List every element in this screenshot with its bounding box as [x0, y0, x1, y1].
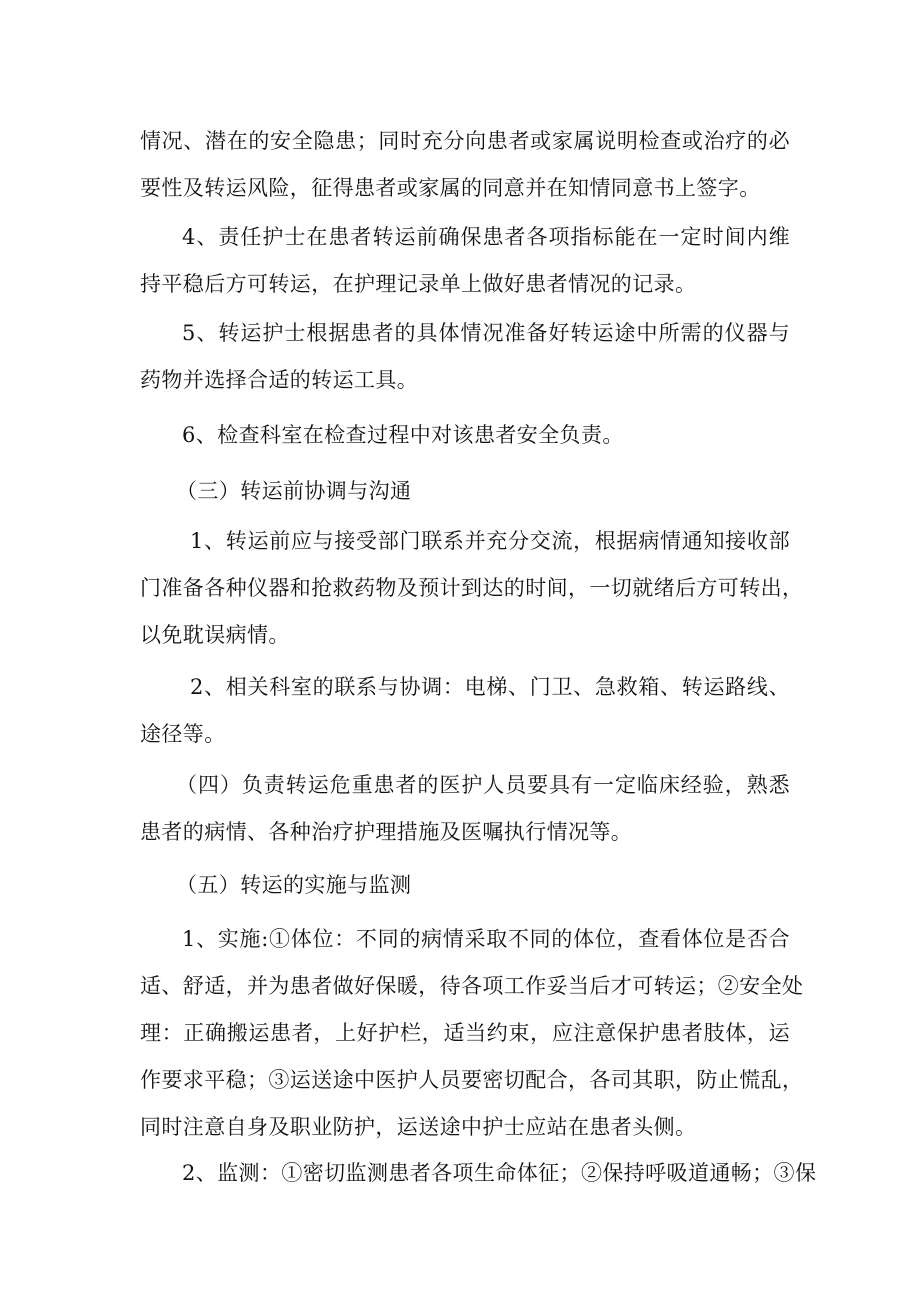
- text-line: 理：正确搬运患者，上好护栏，适当约束，应注意保护患者肢体，运: [140, 1021, 790, 1045]
- text-line: 2、相关科室的联系与协调：电梯、门卫、急救箱、转运路线、: [190, 675, 790, 699]
- paragraph-section-4: [140, 762, 790, 856]
- text-line: 以免耽误病情。: [140, 623, 290, 647]
- text-line: 门准备各种仪器和抢救药物及预计到达的时间，一切就绪后方可转出，: [140, 576, 804, 600]
- text-line: （五）转运的实施与监测: [176, 873, 412, 897]
- text-line: 5、转运护士根据患者的具体情况准备好转运途中所需的仪器与: [182, 321, 790, 345]
- section-5-heading: [140, 862, 790, 909]
- paragraph-section-3-item-1: [140, 518, 804, 659]
- text-line: 途径等。: [140, 722, 226, 746]
- text-line: 患者的病情、各种治疗护理措施及医嘱执行情况等。: [140, 820, 633, 844]
- section-3-heading: [140, 468, 790, 515]
- paragraph-item-4: [140, 214, 790, 308]
- text-line: 适、舒适，并为患者做好保暖，待各项工作妥当后才可转运；②安全处: [140, 974, 804, 998]
- paragraph-item-6: [140, 412, 790, 459]
- text-line: （三）转运前协调与沟通: [176, 479, 412, 503]
- paragraph-risk-disclosure: [140, 118, 790, 212]
- text-line: 1、转运前应与接受部门联系并充分交流，根据病情通知接收部: [190, 529, 790, 553]
- text-line: 4、责任护士在患者转运前确保患者各项指标能在一定时间内维: [182, 225, 790, 249]
- text-line: 药物并选择合适的转运工具。: [140, 368, 419, 392]
- text-line: （四）负责转运危重患者的医护人员要具有一定临床经验，熟悉: [176, 773, 790, 797]
- text-line: 作要求平稳；③运送途中医护人员要密切配合，各司其职，防止慌乱，: [140, 1068, 804, 1092]
- text-line: 2、监测：①密切监测患者各项生命体征；②保持呼吸道通畅；③保: [182, 1161, 817, 1185]
- paragraph-section-5-item-2: [140, 1150, 817, 1197]
- text-line: 情况、潜在的安全隐患；同时充分向患者或家属说明检查或治疗的必: [140, 129, 790, 153]
- text-line: 要性及转运风险，征得患者或家属的同意并在知情同意书上签字。: [140, 176, 761, 200]
- paragraph-item-5: [140, 310, 790, 404]
- text-line: 持平稳后方可转运，在护理记录单上做好患者情况的记录。: [140, 272, 697, 296]
- text-line: 6、检查科室在检查过程中对该患者安全负责。: [182, 423, 624, 447]
- text-line: 同时注意自身及职业防护，运送途中护士应站在患者头侧。: [140, 1115, 697, 1139]
- text-line: 1、实施:①体位：不同的病情采取不同的体位，查看体位是否合: [182, 927, 790, 951]
- paragraph-section-3-item-2: [140, 664, 790, 758]
- paragraph-section-5-item-1: [140, 916, 804, 1151]
